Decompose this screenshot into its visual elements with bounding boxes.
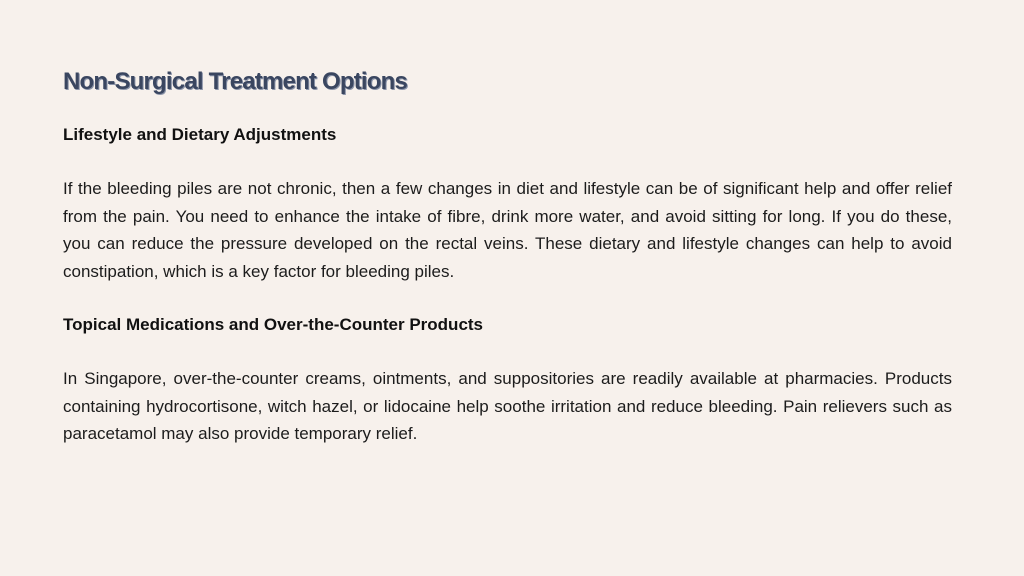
section-heading-topical: Topical Medications and Over-the-Counter Products	[63, 315, 484, 334]
spacer	[63, 285, 952, 312]
section-heading-lifestyle: Lifestyle and Dietary Adjustments	[63, 125, 337, 144]
section-body-lifestyle: If the bleeding piles are not chronic, then a few changes in diet and lifestyle can be of significant help and offer relief from the pain. You need to enhance the intake of fibre, drink more water, and avoid sitting for long. If you do these, you can reduce the pressure developed on the rectal veins. These dietary and lifestyle changes can help to avoid constipation, which is a key factor for bleeding piles.	[63, 179, 952, 281]
spacer	[63, 338, 952, 365]
spacer	[63, 148, 952, 175]
section-body-topical: In Singapore, over-the-counter creams, ointments, and suppositories are readily available at pharmacies. Products containing hydrocortisone, witch hazel, or lidocaine help soothe irritation and reduce bleeding. Pain relievers such as paracetamol may also provide temporary relief.	[63, 369, 952, 443]
slide-content	[63, 122, 952, 448]
slide-title: Non-Surgical Treatment Options	[63, 68, 408, 95]
